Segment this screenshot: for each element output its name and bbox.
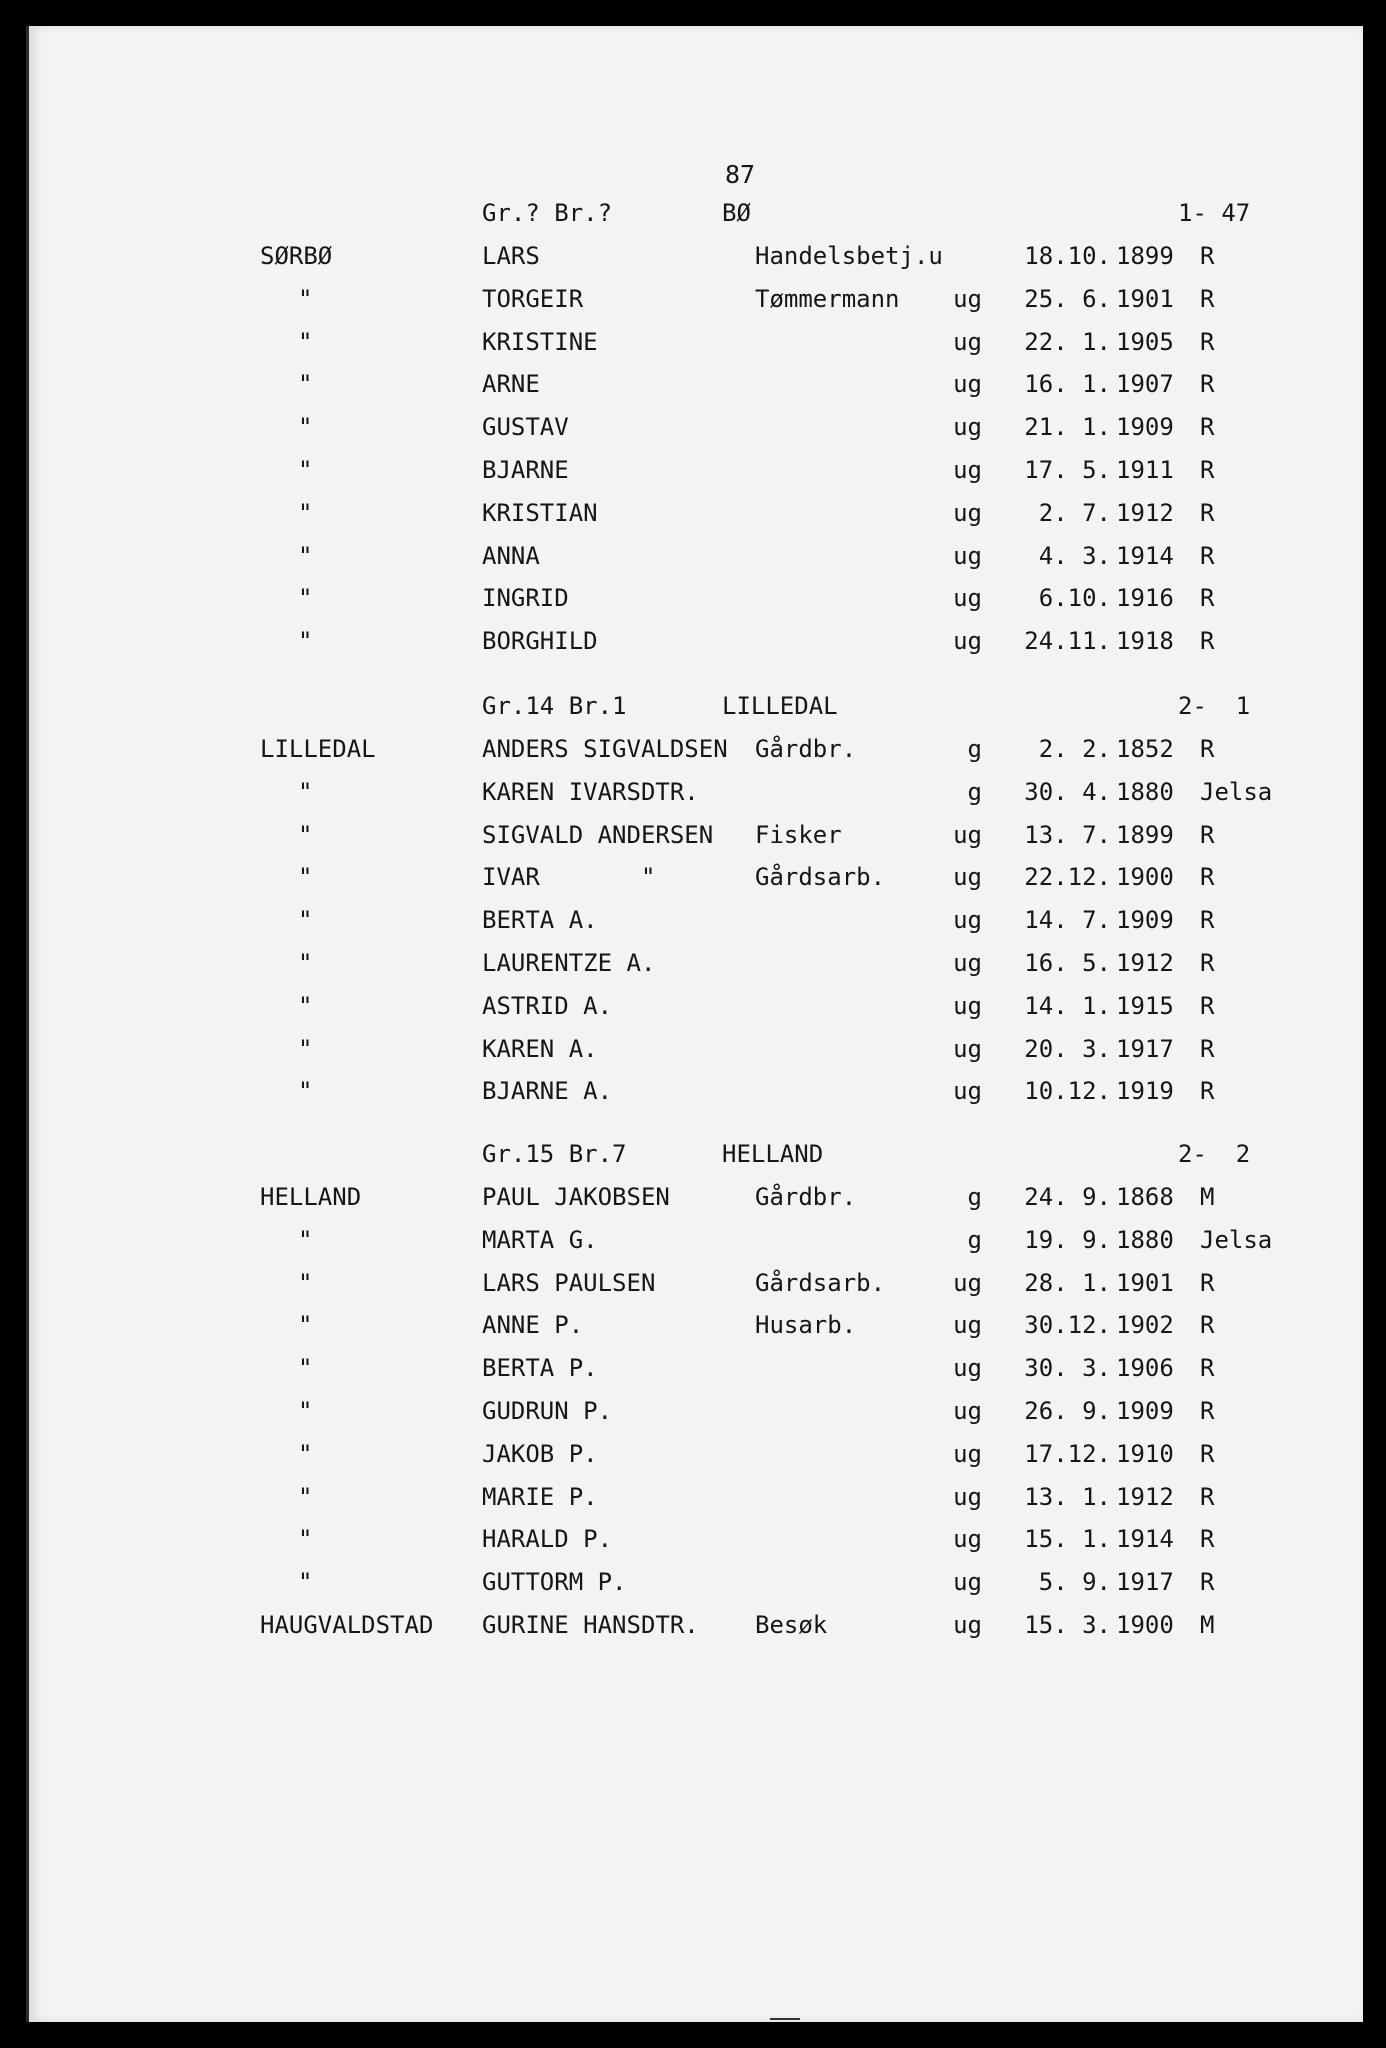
- residence-code: R: [1200, 1525, 1215, 1554]
- birth-date: 14. 7.: [1024, 906, 1111, 935]
- person-name: ANNE P.: [482, 1311, 584, 1340]
- residence-code: R: [1200, 949, 1215, 977]
- residence-code: R: [1200, 541, 1215, 570]
- civil-status: ug: [953, 820, 982, 849]
- civil-status: ug: [953, 413, 982, 442]
- person-name: BORGHILD: [482, 627, 598, 656]
- section-code: 2- 1: [1178, 692, 1251, 720]
- person-name: ARNE: [482, 370, 540, 399]
- civil-status: ug: [953, 906, 982, 935]
- civil-status: ug: [953, 627, 982, 656]
- birth-year: 1901: [1116, 284, 1174, 313]
- birth-year: 1918: [1116, 627, 1174, 656]
- birth-date: 18.10.: [1024, 242, 1111, 270]
- birth-date: 26. 9.: [1024, 1397, 1111, 1425]
- section-code: 2- 2: [1178, 1140, 1251, 1168]
- birth-date: 25. 6.: [1024, 284, 1111, 313]
- place-name: ": [298, 991, 313, 1020]
- birth-date: 30. 3.: [1024, 1354, 1111, 1383]
- birth-date: 30.12.: [1024, 1311, 1111, 1340]
- residence-code: R: [1200, 242, 1215, 270]
- person-name: KAREN IVARSDTR.: [482, 777, 699, 806]
- birth-date: 15. 3.: [1024, 1611, 1111, 1639]
- residence-code: R: [1200, 1482, 1215, 1511]
- place-name: ": [298, 1439, 313, 1468]
- civil-status: ug: [953, 456, 982, 484]
- residence-code: R: [1200, 1568, 1215, 1597]
- birth-year: 1910: [1116, 1439, 1174, 1468]
- place-name: ": [298, 863, 313, 892]
- place-name: ": [298, 413, 313, 442]
- civil-status: ug: [953, 327, 982, 356]
- civil-status: ug: [953, 1077, 982, 1106]
- person-name: BJARNE A.: [482, 1077, 613, 1106]
- civil-status: ug: [953, 1034, 982, 1063]
- residence-code: R: [1200, 1077, 1215, 1106]
- birth-year: 1907: [1116, 370, 1174, 399]
- birth-date: 2. 7.: [1038, 498, 1111, 527]
- residence-code: R: [1200, 498, 1215, 527]
- birth-year: 1880: [1116, 777, 1174, 806]
- birth-year: 1911: [1116, 456, 1174, 484]
- place-name: ": [298, 1034, 313, 1063]
- birth-year: 1909: [1116, 906, 1174, 935]
- person-name: GUSTAV: [482, 413, 569, 442]
- scan-mark: [770, 2018, 800, 2020]
- birth-year: 1868: [1116, 1183, 1174, 1211]
- civil-status: ug: [953, 1482, 982, 1511]
- birth-date: 17.12.: [1024, 1439, 1111, 1468]
- person-name: BERTA A.: [482, 906, 598, 935]
- person-name: BERTA P.: [482, 1354, 598, 1383]
- residence-code: R: [1200, 584, 1215, 613]
- place-name: ": [298, 1568, 313, 1597]
- place-name: ": [298, 627, 313, 656]
- birth-date: 6.10.: [1038, 584, 1111, 613]
- person-name: GUTTORM P.: [482, 1568, 627, 1597]
- person-name: KRISTIAN: [482, 498, 598, 527]
- place-name: ": [298, 1077, 313, 1106]
- birth-date: 16. 5.: [1024, 949, 1111, 977]
- place-name: LILLEDAL: [260, 735, 376, 763]
- civil-status: ug: [953, 1397, 982, 1425]
- place-name: ": [298, 820, 313, 849]
- person-name: PAUL JAKOBSEN: [482, 1183, 670, 1211]
- residence-code: M: [1200, 1183, 1215, 1211]
- person-name: ANNA: [482, 541, 540, 570]
- person-name: KRISTINE: [482, 327, 598, 356]
- residence-code: R: [1200, 1397, 1215, 1425]
- birth-year: 1880: [1116, 1225, 1174, 1254]
- birth-year: 1899: [1116, 242, 1174, 270]
- group-number: Gr.15 Br.7: [482, 1140, 627, 1168]
- residence-code: R: [1200, 327, 1215, 356]
- civil-status: g: [967, 1225, 982, 1254]
- birth-date: 17. 5.: [1024, 456, 1111, 484]
- birth-year: 1915: [1116, 991, 1174, 1020]
- birth-date: 13. 7.: [1024, 820, 1111, 849]
- birth-year: 1899: [1116, 820, 1174, 849]
- place-name: ": [298, 1525, 313, 1554]
- residence-code: R: [1200, 820, 1215, 849]
- place-name: ": [298, 584, 313, 613]
- farm-name: LILLEDAL: [722, 692, 838, 720]
- person-name: LAURENTZE A.: [482, 949, 656, 977]
- residence-code: R: [1200, 906, 1215, 935]
- civil-status: ug: [953, 1439, 982, 1468]
- birth-date: 2. 2.: [1038, 735, 1111, 763]
- place-name: ": [298, 1482, 313, 1511]
- person-name: BJARNE: [482, 456, 569, 484]
- civil-status: g: [967, 735, 982, 763]
- person-name: ANDERS SIGVALDSEN: [482, 735, 728, 763]
- person-name: GUDRUN P.: [482, 1397, 613, 1425]
- birth-date: 20. 3.: [1024, 1034, 1111, 1063]
- residence-code: Jelsa: [1200, 777, 1273, 806]
- civil-status: ug: [953, 1611, 982, 1639]
- farm-name: HELLAND: [722, 1140, 824, 1168]
- group-number: Gr.? Br.?: [482, 199, 613, 227]
- person-name: SIGVALD ANDERSEN: [482, 820, 714, 849]
- birth-year: 1916: [1116, 584, 1174, 613]
- birth-year: 1919: [1116, 1077, 1174, 1106]
- birth-date: 24.11.: [1024, 627, 1111, 656]
- birth-year: 1914: [1116, 541, 1174, 570]
- occupation: Tømmermann: [755, 284, 900, 313]
- birth-year: 1914: [1116, 1525, 1174, 1554]
- birth-year: 1906: [1116, 1354, 1174, 1383]
- person-name: ASTRID A.: [482, 991, 613, 1020]
- person-name: INGRID: [482, 584, 569, 613]
- birth-date: 10.12.: [1024, 1077, 1111, 1106]
- civil-status: ug: [953, 1568, 982, 1597]
- document-page: [26, 26, 1363, 2022]
- occupation: Gårdsarb.: [755, 1268, 886, 1297]
- birth-year: 1909: [1116, 1397, 1174, 1425]
- place-name: ": [298, 1397, 313, 1425]
- place-name: ": [298, 498, 313, 527]
- civil-status: ug: [953, 1268, 982, 1297]
- occupation: Gårdbr.: [755, 1183, 857, 1211]
- birth-date: 21. 1.: [1024, 413, 1111, 442]
- occupation: Husarb.: [755, 1311, 857, 1340]
- person-name: TORGEIR: [482, 284, 584, 313]
- birth-date: 5. 9.: [1038, 1568, 1111, 1597]
- birth-year: 1917: [1116, 1568, 1174, 1597]
- occupation: Gårdbr.: [755, 735, 857, 763]
- birth-year: 1917: [1116, 1034, 1174, 1063]
- place-name: ": [298, 949, 313, 977]
- place-name: ": [298, 1225, 313, 1254]
- person-name: HARALD P.: [482, 1525, 613, 1554]
- residence-code: R: [1200, 1354, 1215, 1383]
- residence-code: M: [1200, 1611, 1215, 1639]
- place-name: ": [298, 370, 313, 399]
- place-name: ": [298, 327, 313, 356]
- person-name: LARS PAULSEN: [482, 1268, 656, 1297]
- section-code: 1- 47: [1178, 199, 1251, 227]
- residence-code: R: [1200, 1439, 1215, 1468]
- civil-status: ug: [953, 498, 982, 527]
- person-name: GURINE HANSDTR.: [482, 1611, 699, 1639]
- birth-date: 24. 9.: [1024, 1183, 1111, 1211]
- birth-date: 19. 9.: [1024, 1225, 1111, 1254]
- occupation: Gårdsarb.: [755, 863, 886, 892]
- birth-year: 1912: [1116, 1482, 1174, 1511]
- occupation: Besøk: [755, 1611, 828, 1639]
- person-name: MARIE P.: [482, 1482, 598, 1511]
- birth-date: 22.12.: [1024, 863, 1111, 892]
- residence-code: R: [1200, 370, 1215, 399]
- birth-date: 13. 1.: [1024, 1482, 1111, 1511]
- residence-code: R: [1200, 991, 1215, 1020]
- person-name: KAREN A.: [482, 1034, 598, 1063]
- birth-date: 14. 1.: [1024, 991, 1111, 1020]
- birth-year: 1900: [1116, 863, 1174, 892]
- birth-date: 16. 1.: [1024, 370, 1111, 399]
- birth-year: 1901: [1116, 1268, 1174, 1297]
- residence-code: Jelsa: [1200, 1225, 1273, 1254]
- civil-status: g: [967, 1183, 982, 1211]
- place-name: HELLAND: [260, 1183, 362, 1211]
- residence-code: R: [1200, 735, 1215, 763]
- civil-status: ug: [953, 284, 982, 313]
- residence-code: R: [1200, 1311, 1215, 1340]
- residence-code: R: [1200, 1034, 1215, 1063]
- place-name: ": [298, 1354, 313, 1383]
- civil-status: ug: [953, 949, 982, 977]
- place-name: ": [298, 777, 313, 806]
- birth-year: 1902: [1116, 1311, 1174, 1340]
- civil-status: ug: [953, 584, 982, 613]
- residence-code: R: [1200, 627, 1215, 656]
- birth-year: 1912: [1116, 498, 1174, 527]
- civil-status: ug: [953, 370, 982, 399]
- person-name: LARS: [482, 242, 540, 270]
- birth-date: 30. 4.: [1024, 777, 1111, 806]
- civil-status: ug: [953, 1354, 982, 1383]
- residence-code: R: [1200, 863, 1215, 892]
- person-name: JAKOB P.: [482, 1439, 598, 1468]
- residence-code: R: [1200, 1268, 1215, 1297]
- birth-date: 15. 1.: [1024, 1525, 1111, 1554]
- place-name: HAUGVALDSTAD: [260, 1611, 434, 1639]
- residence-code: R: [1200, 284, 1215, 313]
- birth-date: 22. 1.: [1024, 327, 1111, 356]
- place-name: ": [298, 284, 313, 313]
- civil-status: ug: [953, 1311, 982, 1340]
- residence-code: R: [1200, 456, 1215, 484]
- civil-status: ug: [953, 541, 982, 570]
- place-name: ": [298, 456, 313, 484]
- occupation: Handelsbetj.u: [755, 242, 943, 270]
- farm-name: BØ: [722, 199, 751, 227]
- person-name: IVAR ": [482, 863, 656, 892]
- birth-year: 1909: [1116, 413, 1174, 442]
- civil-status: ug: [953, 991, 982, 1020]
- birth-year: 1852: [1116, 735, 1174, 763]
- civil-status: ug: [953, 863, 982, 892]
- occupation: Fisker: [755, 820, 842, 849]
- group-number: Gr.14 Br.1: [482, 692, 627, 720]
- place-name: ": [298, 906, 313, 935]
- place-name: ": [298, 1311, 313, 1340]
- birth-year: 1900: [1116, 1611, 1174, 1639]
- person-name: MARTA G.: [482, 1225, 598, 1254]
- civil-status: ug: [953, 1525, 982, 1554]
- birth-year: 1905: [1116, 327, 1174, 356]
- page-number: 87: [724, 160, 756, 189]
- residence-code: R: [1200, 413, 1215, 442]
- birth-date: 4. 3.: [1038, 541, 1111, 570]
- place-name: SØRBØ: [260, 242, 333, 270]
- place-name: ": [298, 1268, 313, 1297]
- place-name: ": [298, 541, 313, 570]
- civil-status: g: [967, 777, 982, 806]
- birth-date: 28. 1.: [1024, 1268, 1111, 1297]
- birth-year: 1912: [1116, 949, 1174, 977]
